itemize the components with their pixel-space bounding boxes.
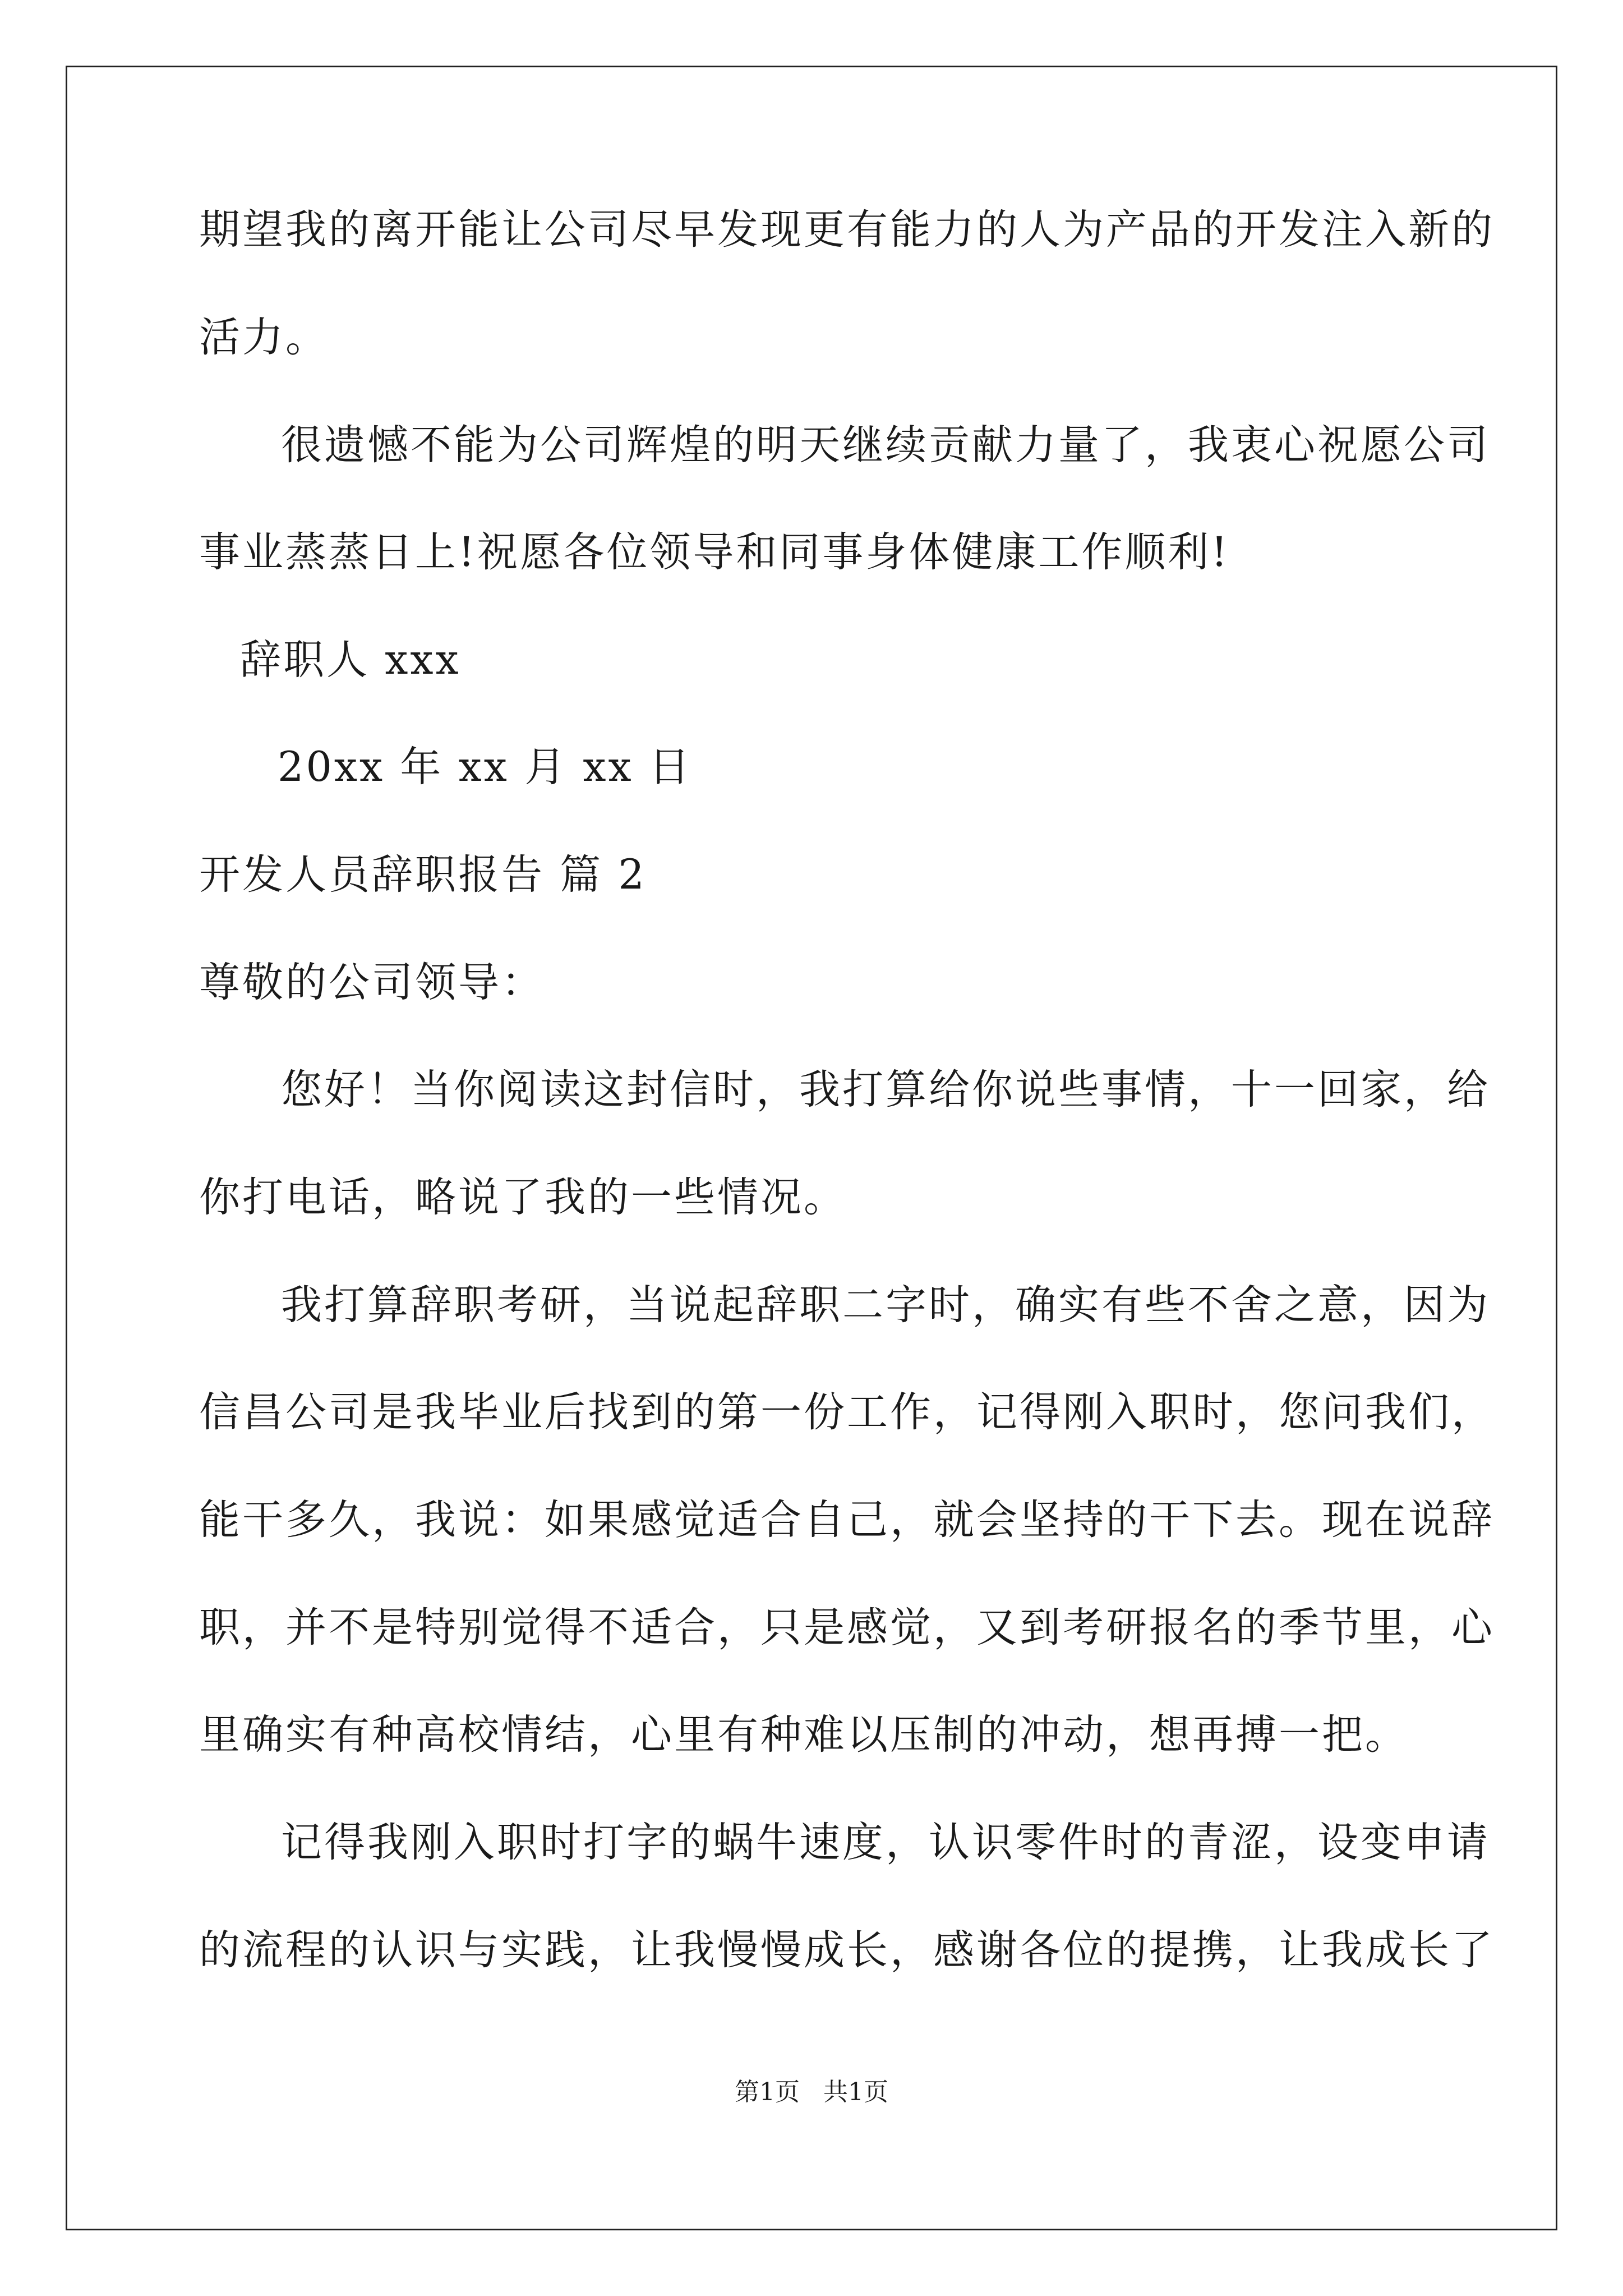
text-line: 我打算辞职考研，当说起辞职二字时，确实有些不舍之意，因为	[281, 1281, 1490, 1329]
text-line: 里确实有种高校情结，心里有种难以压制的冲动，想再搏一把。	[199, 1711, 1408, 1759]
text-line: 职，并不是特别觉得不适合，只是感觉，又到考研报名的季节里，心	[199, 1604, 1495, 1651]
text-line: 记得我刚入职时打字的蜗牛速度，认识零件时的青涩，设变申请	[281, 1819, 1490, 1866]
page-border	[66, 66, 1557, 2230]
salutation: 尊敬的公司领导：	[199, 959, 545, 1006]
text-line: 很遗憾不能为公司辉煌的明天继续贡献力量了，我衷心祝愿公司	[281, 421, 1490, 469]
text-line: 能干多久，我说：如果感觉适合自己，就会坚持的干下去。现在说辞	[199, 1496, 1495, 1544]
text-line: 期望我的离开能让公司尽早发现更有能力的人为产品的开发注入新的	[199, 206, 1495, 254]
text-line: 你打电话，略说了我的一些情况。	[199, 1174, 847, 1221]
text-line: 事业蒸蒸日上!祝愿各位领导和同事身体健康工作顺利!	[199, 528, 1230, 576]
text-line: 您好！当你阅读这封信时，我打算给你说些事情，十一回家，给	[281, 1066, 1490, 1114]
text-line: 的流程的认识与实践，让我慢慢成长，感谢各位的提携，让我成长了	[199, 1926, 1495, 1974]
text-line: 信昌公司是我毕业后找到的第一份工作，记得刚入职时，您问我们，	[199, 1388, 1495, 1436]
page-footer: 第1页 共1页	[735, 2078, 888, 2106]
section-heading: 开发人员辞职报告 篇 2	[199, 851, 647, 899]
text-line: 活力。	[199, 314, 329, 361]
signature-line: 辞职人 xxx	[240, 636, 461, 684]
date-line: 20xx 年 xx 月 xx 日	[278, 743, 692, 791]
